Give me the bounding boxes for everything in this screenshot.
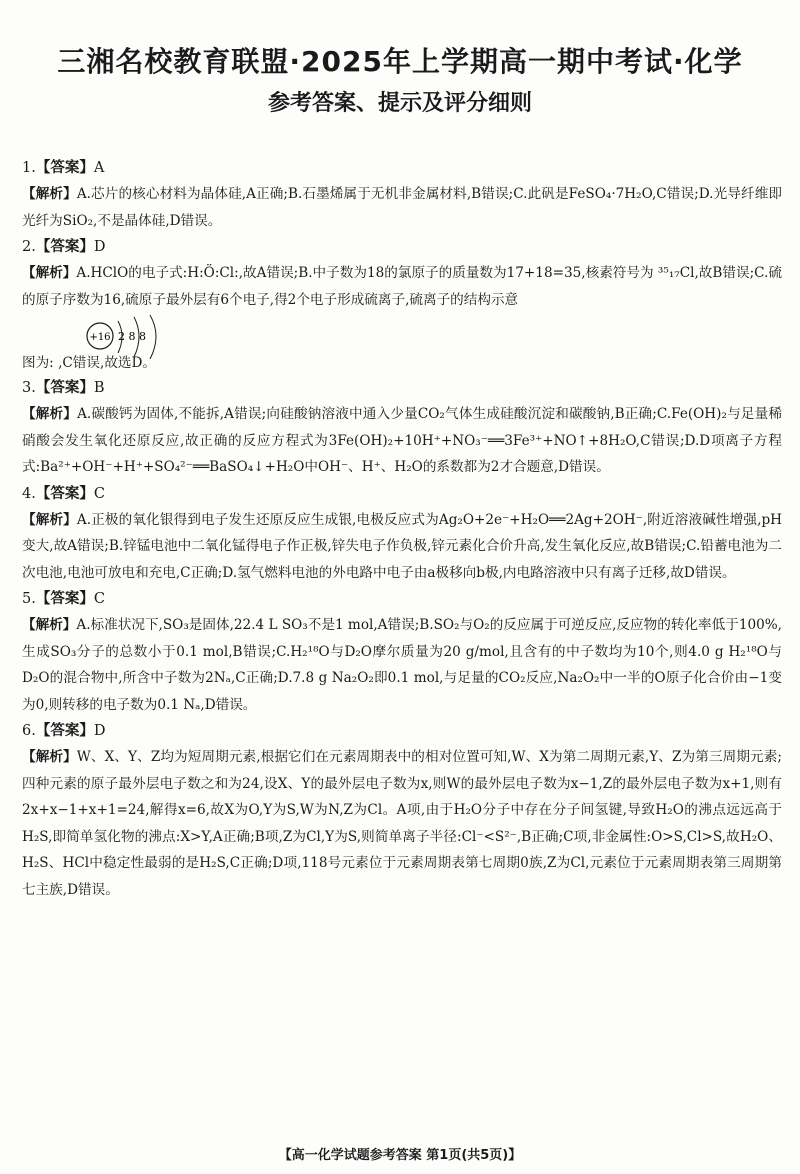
answers-section bbox=[22, 155, 782, 903]
question-number: 4. bbox=[22, 485, 36, 502]
question-3-answer bbox=[22, 375, 782, 401]
question-number: 6. bbox=[22, 723, 36, 739]
answer-label: 【答案】 bbox=[35, 591, 94, 607]
question-number: 5. bbox=[22, 591, 36, 607]
question-number: 1. bbox=[22, 160, 36, 176]
question-5-answer bbox=[22, 586, 782, 612]
question-3-analysis bbox=[22, 401, 782, 481]
analysis-text: A.芯片的核心材料为晶体硅,A正确;B.石墨烯属于无机非金属材料,B错误;C.此矾是FeSO₄·7H₂O,C错误;D.光导纤维即光纤为SiO₂,不是晶体硅,D错误。 bbox=[22, 186, 783, 229]
analysis-label: 【解析】 bbox=[22, 186, 77, 202]
answer-choice: A bbox=[93, 160, 105, 176]
question-4-analysis bbox=[22, 507, 782, 587]
question-2-answer bbox=[22, 234, 782, 260]
answer-label: 【答案】 bbox=[35, 485, 94, 502]
analysis-label: 【解析】 bbox=[22, 265, 77, 281]
analysis-text: A.HClO的电子式:H:Ö:Cl:,故A错误;B.中子数为18的氯原子的质量数为17+18=35,核素符号为 ³⁵₁₇Cl,故B错误;C.硫的原子序数为16,硫原子最外层有6个电子,得2个电子形成硫离子,硫离子的结构示意 bbox=[22, 265, 782, 308]
analysis-text: A.标准状况下,SO₃是固体,22.4 L SO₃不是1 mol,A错误;B.SO₂与O₂的反应属于可逆反应,反应物的转化率低于100%,生成SO₃分子的总数小于0.1 mol,B错误;C.H₂¹⁸O与D₂O摩尔质量为20 g/mol,且含有的中子数均为10个,则4.0 g H₂¹⁸O与D₂O的混合物中,所含中子数为2Nₐ,C正确;D.7.8 g Na₂O₂即0.1 mol,与足量的CO₂反应,Na₂O₂中一半的O原子化合价由−1变为0,则转移的电子数为0.1 Nₐ,D错误。 bbox=[22, 617, 783, 713]
answer-label: 【答案】 bbox=[35, 380, 94, 396]
answer-label: 【答案】 bbox=[35, 160, 94, 176]
page-subtitle: 参考答案、提示及评分细则 bbox=[267, 91, 532, 116]
answer-label: 【答案】 bbox=[35, 723, 94, 739]
analysis-label: 【解析】 bbox=[22, 406, 78, 422]
answer-choice: C bbox=[93, 485, 105, 502]
nucleus-charge: +16 bbox=[89, 332, 111, 343]
analysis-tail: 图为: ,C错误,故选D。 bbox=[22, 355, 156, 371]
page-footer: 【高一化学试题参考答案 第1页(共5页)】 bbox=[278, 1148, 522, 1163]
question-number: 3. bbox=[22, 380, 36, 396]
question-number: 2. bbox=[22, 239, 36, 255]
page-title: 三湘名校教育联盟·2025年上学期高一期中考试·化学 bbox=[57, 45, 743, 78]
question-4-answer bbox=[22, 481, 782, 507]
question-6-analysis bbox=[22, 744, 782, 903]
analysis-label: 【解析】 bbox=[22, 511, 77, 528]
answer-choice: B bbox=[93, 380, 105, 396]
answer-choice: D bbox=[93, 239, 106, 255]
answer-label: 【答案】 bbox=[35, 239, 94, 255]
analysis-text: W、X、Y、Z均为短周期元素,根据它们在元素周期表中的相对位置可知,W、X为第二周期元素,Y、Z为第三周期元素;四种元素的原子最外层电子数之和为24,设X、Y的最外层电子数为x,则W的最外层电子数为x−1,Z的最外层电子数为x+1,则有2x+x−1+x+1=24,解得x=6,故X为O,Y为S,W为N,Z为Cl。A项,由于H₂O分子中存在分子间氢键,导致H₂O的沸点远远高于H₂S,即简单氢化物的沸点:X>Y,A正确;B项,Z为Cl,Y为S,则简单离子半径:Cl⁻<S²⁻,B正确;C项,非金属性:O>S,Cl>S,故H₂O、H₂S、HCl中稳定性最弱的是H₂S,C正确;D项,118号元素位于元素周期表第七周期0族,Z为Cl,元素位于元素周期表第三周期第七主族,D错误。 bbox=[22, 749, 783, 898]
question-2-analysis bbox=[22, 260, 782, 313]
question-5-analysis bbox=[22, 612, 782, 718]
analysis-text: A.碳酸钙为固体,不能拆,A错误;向硅酸钠溶液中通入少量CO₂气体生成硅酸沉淀和碳酸钠,B正确;C.Fe(OH)₂与足量稀硝酸会发生氧化还原反应,故正确的反应方程式为3Fe(OH)₂+10H⁺+NO₃⁻══3Fe³⁺+NO↑+8H₂O,C错误;D.D项离子方程式:Ba²⁺+OH⁻+H⁺+SO₄²⁻══BaSO₄↓+H₂O中OH⁻、H⁺、H₂O的系数都为2才合题意,D错误。 bbox=[22, 406, 782, 475]
answer-choice: C bbox=[93, 591, 105, 607]
question-1-answer bbox=[22, 155, 782, 181]
shell-electrons: 2 8 8 bbox=[118, 330, 146, 343]
analysis-label: 【解析】 bbox=[22, 749, 77, 765]
answer-choice: D bbox=[93, 723, 106, 739]
question-1-analysis bbox=[22, 181, 782, 234]
sulfide-ion-structure-diagram bbox=[22, 313, 782, 375]
analysis-label: 【解析】 bbox=[22, 617, 77, 633]
question-6-answer bbox=[22, 718, 782, 744]
analysis-text: A.正极的氧化银得到电子发生还原反应生成银,电极反应式为Ag₂O+2e⁻+H₂O══2Ag+2OH⁻,附近溶液碱性增强,pH变大,故A错误;B.锌锰电池中二氧化锰得电子作正极,锌失电子作负极,锌元素化合价升高,发生氧化反应,故B错误;C.铅蓄电池为二次电池,电池可放电和充电,C正确;D.氢气燃料电池的外电路中电子由a极移向b极,内电路溶液中只有离子迁移,故D错误。 bbox=[22, 511, 782, 581]
